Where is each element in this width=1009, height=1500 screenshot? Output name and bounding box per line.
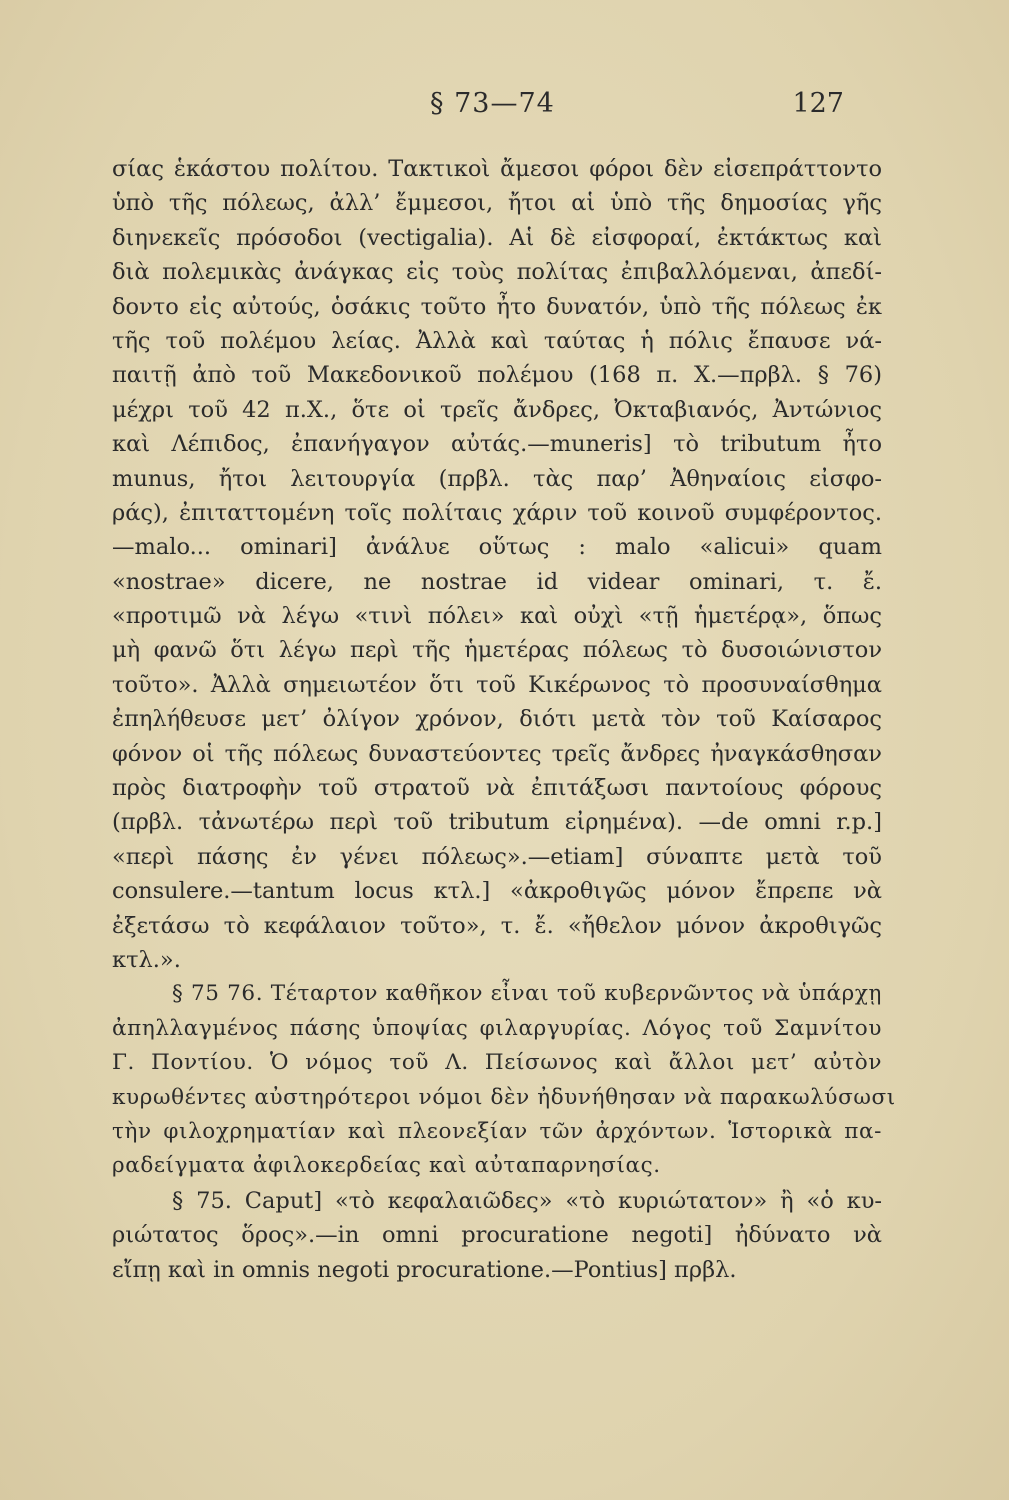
- text-line: τοῦτο». Ἀλλὰ σημειωτέον ὅτι τοῦ Κικέρωνος τὸ προσυναίσθημα: [112, 671, 882, 698]
- text-line: —malo... ominari] ἀνάλυε οὕτως : malo «alicui» quam: [112, 534, 882, 561]
- text-line: «προτιμῶ νὰ λέγω «τινὶ πόλει» καὶ οὐχὶ «τῇ ἡμετέρᾳ», ὅπως: [112, 603, 882, 630]
- text-line: consulere.—tantum locus κτλ.] «ἀκροθιγῶς μόνον ἔπρεπε νὰ: [112, 878, 882, 905]
- text-line: § 75. Caput] «τὸ κεφαλαιῶδες» «τὸ κυριώτατον» ἢ «ὁ κυ-: [172, 1187, 882, 1214]
- text-line: καὶ Λέπιδος, ἐπανήγαγον αὐτάς.—muneris] τὸ tributum ἦτο: [112, 431, 882, 458]
- text-line: πρὸς διατροφὴν τοῦ στρατοῦ νὰ ἐπιτάξωσι παντοίους φόρους: [112, 775, 882, 802]
- text-line: σίας ἑκάστου πολίτου. Τακτικοὶ ἄμεσοι φόροι δὲν εἰσεπράττοντο: [112, 156, 882, 182]
- text-line: μὴ φανῶ ὅτι λέγω περὶ τῆς ἡμετέρας πόλεως τὸ δυσοιώνιστον: [112, 637, 882, 664]
- running-header: [0, 88, 1009, 128]
- text-line: «nostrae» dicere, ne nostrae id videar ominari, τ. ἔ.: [112, 568, 882, 595]
- text-line: ἐξετάσω τὸ κεφάλαιον τοῦτο», τ. ἔ. «ἤθελον μόνον ἀκροθιγῶς: [112, 912, 882, 939]
- text-line: ἐπηλήθευσε μετ’ ὀλίγον χρόνον, διότι μετὰ τὸν τοῦ Καίσαρος: [112, 706, 882, 733]
- text-line: (πρβλ. τἀνωτέρω περὶ τοῦ tributum εἰρημένα). —de omni r.p.]: [112, 809, 882, 836]
- text-line: μέχρι τοῦ 42 π.Χ., ὅτε οἱ τρεῖς ἄνδρες, Ὀκταβιανός, Ἀντώνιος: [112, 396, 882, 423]
- summary-line: τὴν φιλοχρηματίαν καὶ πλεονεξίαν τῶν ἀρχόντων. Ἱστορικὰ πα-: [112, 1118, 882, 1144]
- text-line: φόνον οἱ τῆς πόλεως δυναστεύοντες τρεῖς ἄνδρες ἠναγκάσθησαν: [112, 740, 882, 767]
- summary-line: § 75 76. Τέταρτον καθῆκον εἶναι τοῦ κυβερνῶντος νὰ ὑπάρχῃ: [172, 981, 882, 1007]
- text-line: ριώτατος ὅρος».—in omni procuratione negoti] ἠδύνατο νὰ: [112, 1222, 882, 1249]
- text-line: δοντο εἰς αὐτούς, ὁσάκις τοῦτο ἦτο δυνατόν, ὑπὸ τῆς πόλεως ἐκ: [112, 293, 882, 320]
- text-line: τῆς τοῦ πολέμου λείας. Ἀλλὰ καὶ ταύτας ἡ πόλις ἔπαυσε νά-: [112, 327, 882, 354]
- summary-line: ραδείγματα ἀφιλοκερδείας καὶ αὐταπαρνησίας.: [112, 1153, 661, 1179]
- text-line: διηνεκεῖς πρόσοδοι (vectigalia). Αἱ δὲ εἰσφοραί, ἐκτάκτως καὶ: [112, 224, 882, 251]
- text-line: εἴπῃ καὶ in omnis negoti procuratione.—Pontius] πρβλ.: [112, 1256, 737, 1283]
- text-line: munus, ἤτοι λειτουργία (πρβλ. τὰς παρ’ Ἀθηναίοις εἰσφο-: [112, 465, 882, 492]
- page-number: 127: [792, 88, 844, 119]
- summary-line: ἀπηλλαγμένος πάσης ὑποψίας φιλαργυρίας. Λόγος τοῦ Σαμνίτου: [112, 1015, 882, 1041]
- text-line: παιτῇ ἀπὸ τοῦ Μακεδονικοῦ πολέμου (168 π. Χ.—πρβλ. § 76): [112, 362, 882, 389]
- body-text: [112, 152, 896, 1287]
- text-line: κτλ.».: [112, 946, 181, 973]
- section-reference: § 73—74: [430, 88, 555, 119]
- text-line: ὑπὸ τῆς πόλεως, ἀλλ’ ἔμμεσοι, ἤτοι αἱ ὑπὸ τῆς δημοσίας γῆς: [112, 190, 882, 217]
- text-line: «περὶ πάσης ἐν γένει πόλεως».—etiam] σύναπτε μετὰ τοῦ: [112, 843, 882, 870]
- summary-line: Γ. Ποντίου. Ὁ νόμος τοῦ Λ. Πείσωνος καὶ ἄλλοι μετ’ αὐτὸν: [112, 1050, 882, 1076]
- text-line: διὰ πολεμικὰς ἀνάγκας εἰς τοὺς πολίτας ἐπιβαλλόμεναι, ἀπεδί-: [112, 259, 882, 286]
- summary-line: κυρωθέντες αὐστηρότεροι νόμοι δὲν ἠδυνήθησαν νὰ παρακωλύσωσι: [112, 1084, 896, 1110]
- text-line: ράς), ἐπιταττομένη τοῖς πολίταις χάριν τοῦ κοινοῦ συμφέροντος.: [112, 499, 882, 526]
